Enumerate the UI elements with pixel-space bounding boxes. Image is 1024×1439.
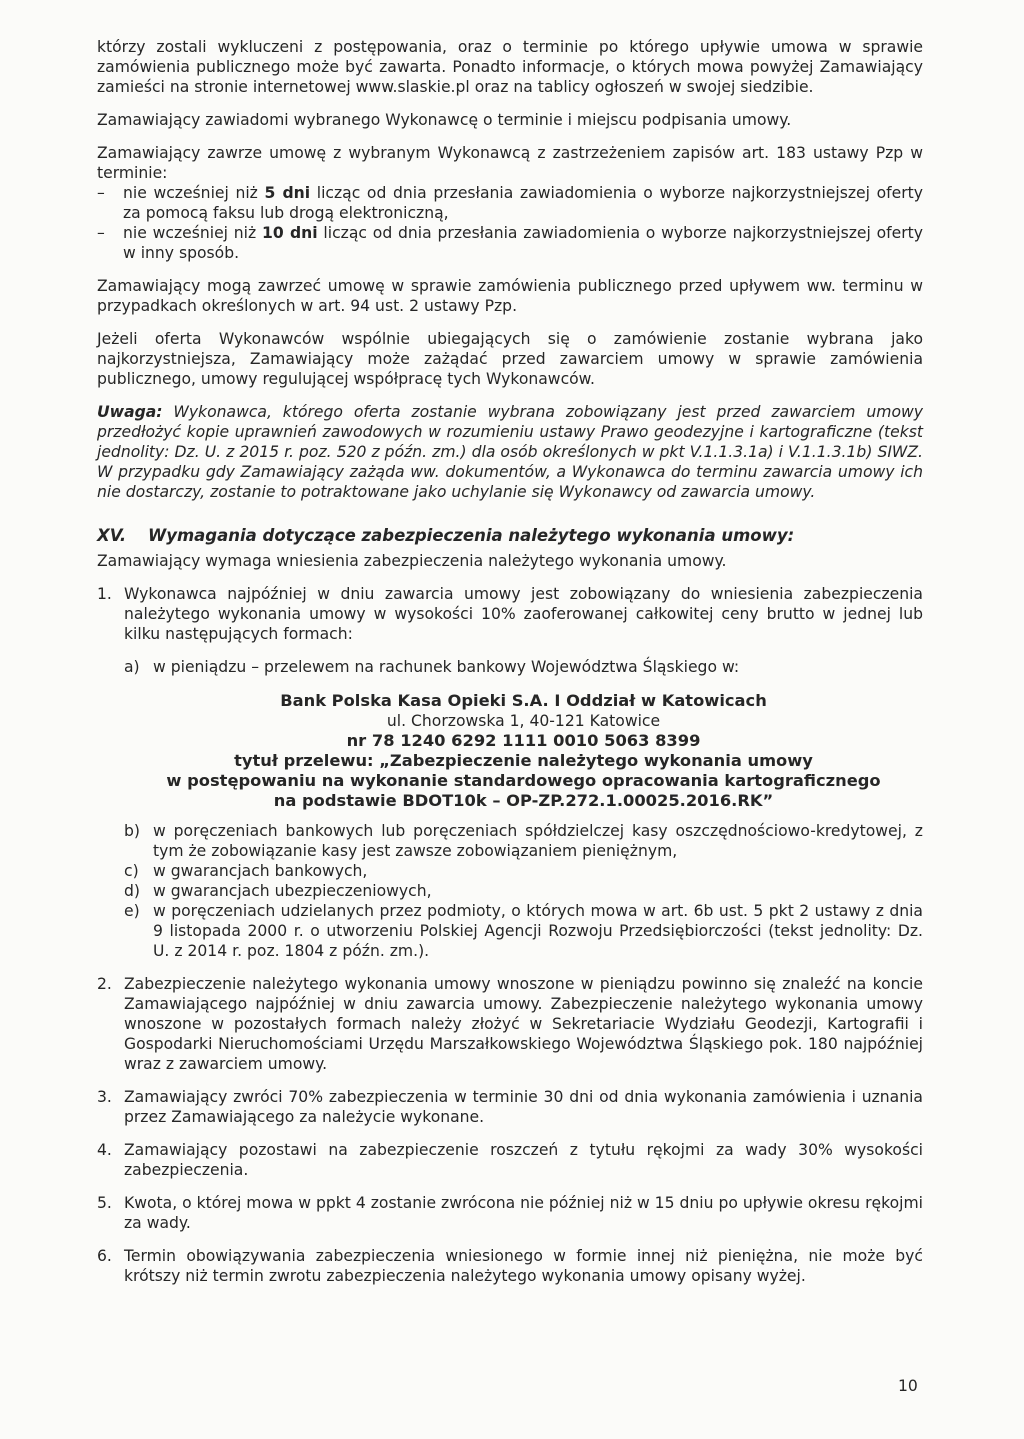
- item-text: Zamawiający zwróci 70% zabezpieczenia w terminie 30 dni od dnia wykonania zamówienia i uznania przez Zamawiającego za należycie wykonane.: [124, 1088, 923, 1126]
- numbered-item: [97, 1246, 923, 1286]
- dash-list-item: [97, 223, 923, 263]
- dash-days-bold: 10 dni: [262, 224, 318, 242]
- sub-item-letter: a): [124, 658, 140, 676]
- sub-item-letter: d): [124, 882, 140, 900]
- document-page: [97, 37, 923, 1286]
- sub-item: [124, 881, 923, 901]
- page-number: 10: [898, 1377, 918, 1395]
- transfer-title-line: w postępowaniu na wykonanie standardowego opracowania kartograficznego: [166, 771, 881, 790]
- numbered-item: [97, 1140, 923, 1180]
- dash-text: licząc od dnia przesłania zawiadomienia o wyborze najkorzystniejszej oferty w inny sposób.: [123, 224, 923, 262]
- section-title: Wymagania dotyczące zabezpieczenia należytego wykonania umowy:: [148, 526, 795, 545]
- sub-item: [124, 901, 923, 961]
- sub-item-letter: c): [124, 862, 139, 880]
- bank-name: Bank Polska Kasa Opieki S.A. I Oddział w Katowicach: [280, 691, 767, 710]
- sub-item: [124, 657, 923, 677]
- bank-details: [124, 691, 923, 811]
- paragraph-consortium: Jeżeli oferta Wykonawców wspólnie ubiegających się o zamówienie zostanie wybrana jako najkorzystniejsza, Zamawiający może zażądać przed zawarciem umowy w sprawie zamówienia publicznego, umowy regulującej współpracę tych Wykonawców.: [97, 330, 923, 388]
- section-intro: Zamawiający wymaga wniesienia zabezpieczenia należytego wykonania umowy.: [97, 552, 727, 570]
- sub-item-letter: b): [124, 822, 140, 840]
- dash-list-item: [97, 183, 923, 223]
- paragraph-early-contract: Zamawiający mogą zawrzeć umowę w sprawie zamówienia publicznego przed upływem ww. terminu w przypadkach określonych w art. 94 ust. 2 ustawy Pzp.: [97, 277, 923, 315]
- paragraph-notice-info: którzy zostali wykluczeni z postępowania, oraz o terminie po którego upływie umowa w sprawie zamówienia publicznego może być zawarta. Ponadto informacje, o których mowa powyżej Zamawiający zamieści na stronie internetowej www.slaskie.pl oraz na tablicy ogłoszeń w swojej siedzibie.: [97, 38, 923, 96]
- item-text: Zamawiający pozostawi na zabezpieczenie roszczeń z tytułu rękojmi za wady 30% wysokości zabezpieczenia.: [124, 1141, 923, 1179]
- section-number: XV.: [97, 526, 127, 545]
- transfer-title-line: na podstawie BDOT10k – OP-ZP.272.1.00025.2016.RK”: [273, 791, 774, 810]
- numbered-item: [97, 1087, 923, 1127]
- dash-marker: –: [97, 184, 105, 202]
- note-text: Wykonawca, którego oferta zostanie wybrana zobowiązany jest przed zawarciem umowy przedłożyć kopie uprawnień zawodowych w rozumieniu ustawy Prawo geodezyjne i kartograficzne (tekst jednolity: Dz. U. z 2015 r. poz. 520 z późn. zm.) dla osób określonych w pkt V.1.1.3.1a) i V.1.1.3.1b) SIWZ. W przypadku gdy Zamawiający zażąda ww. dokumentów, a Wykonawca do terminu zawarcia umowy ich nie dostarczy, zostanie to potraktowane jako uchylanie się Wykonawcy od zawarcia umowy.: [97, 403, 923, 501]
- numbered-item: [97, 974, 923, 1074]
- item-number: 2.: [97, 975, 112, 993]
- item-number: 1.: [97, 585, 112, 603]
- item-text: Zabezpieczenie należytego wykonania umowy wnoszone w pieniądzu powinno się znaleźć na koncie Zamawiającego najpóźniej w dniu zawarcia umowy. Zabezpieczenie należytego wykonania umowy wnoszone w pozostałych formach należy złożyć w Sekretariacie Wydziału Geodezji, Kartografii i Gospodarki Nieruchomościami Urzędu Marszałkowskiego Województwa Śląskiego pok. 180 najpóźniej wraz z zawarciem umowy.: [124, 975, 923, 1073]
- section-heading: [97, 525, 923, 547]
- item-number: 4.: [97, 1141, 112, 1159]
- item-number: 6.: [97, 1247, 112, 1265]
- numbered-item: [97, 584, 923, 961]
- dash-days-bold: 5 dni: [264, 184, 311, 202]
- numbered-item: [97, 1193, 923, 1233]
- item-number: 5.: [97, 1194, 112, 1212]
- sub-item-text: w gwarancjach ubezpieczeniowych,: [153, 882, 432, 900]
- dash-text: nie wcześniej niż: [123, 224, 263, 242]
- sub-item-text: w gwarancjach bankowych,: [153, 862, 368, 880]
- item-text: Termin obowiązywania zabezpieczenia wniesionego w formie innej niż pieniężna, nie może być krótszy niż termin zwrotu zabezpieczenia należytego wykonania umowy opisany wyżej.: [124, 1247, 923, 1285]
- sub-item: [124, 861, 923, 881]
- note-uwaga: [97, 402, 923, 502]
- bank-address: ul. Chorzowska 1, 40-121 Katowice: [386, 712, 661, 730]
- sub-item: [124, 821, 923, 861]
- sub-item-text: w pieniądzu – przelewem na rachunek bankowy Województwa Śląskiego w:: [153, 658, 740, 676]
- paragraph-contract-terms: Zamawiający zawrze umowę z wybranym Wykonawcą z zastrzeżeniem zapisów art. 183 ustawy Pzp w terminie:: [97, 144, 923, 182]
- transfer-title-line: tytuł przelewu: „Zabezpieczenie należytego wykonania umowy: [234, 751, 813, 770]
- item-text: Kwota, o której mowa w ppkt 4 zostanie zwrócona nie później niż w 15 dniu po upływie okresu rękojmi za wady.: [124, 1194, 923, 1232]
- item-text: Wykonawca najpóźniej w dniu zawarcia umowy jest zobowiązany do wniesienia zabezpieczenia należytego wykonania umowy w wysokości 10% zaoferowanej całkowitej ceny brutto w jednej lub kilku następujących formach:: [124, 585, 923, 643]
- item-number: 3.: [97, 1088, 112, 1106]
- sub-item-text: w poręczeniach bankowych lub poręczeniach spółdzielczej kasy oszczędnościowo-kredytowej, z tym że zobowiązanie kasy jest zawsze zobowiązaniem pieniężnym,: [153, 822, 923, 860]
- dash-text: nie wcześniej niż: [123, 184, 265, 202]
- sub-item-text: w poręczeniach udzielanych przez podmioty, o których mowa w art. 6b ust. 5 pkt 2 ustawy z dnia 9 listopada 2000 r. o utworzeniu Polskiej Agencji Rozwoju Przedsiębiorczości (tekst jednolity: Dz. U. z 2014 r. poz. 1804 z późn. zm.).: [153, 902, 923, 960]
- bank-account: nr 78 1240 6292 1111 0010 5063 8399: [346, 731, 701, 750]
- dash-marker: –: [97, 224, 105, 242]
- dash-text: licząc od dnia przesłania zawiadomienia o wyborze najkorzystniejszej oferty za pomocą faksu lub drogą elektroniczną,: [123, 184, 923, 222]
- paragraph-contract-place: Zamawiający zawiadomi wybranego Wykonawcę o terminie i miejscu podpisania umowy.: [97, 111, 792, 129]
- note-label: Uwaga:: [97, 403, 163, 421]
- sub-item-letter: e): [124, 902, 140, 920]
